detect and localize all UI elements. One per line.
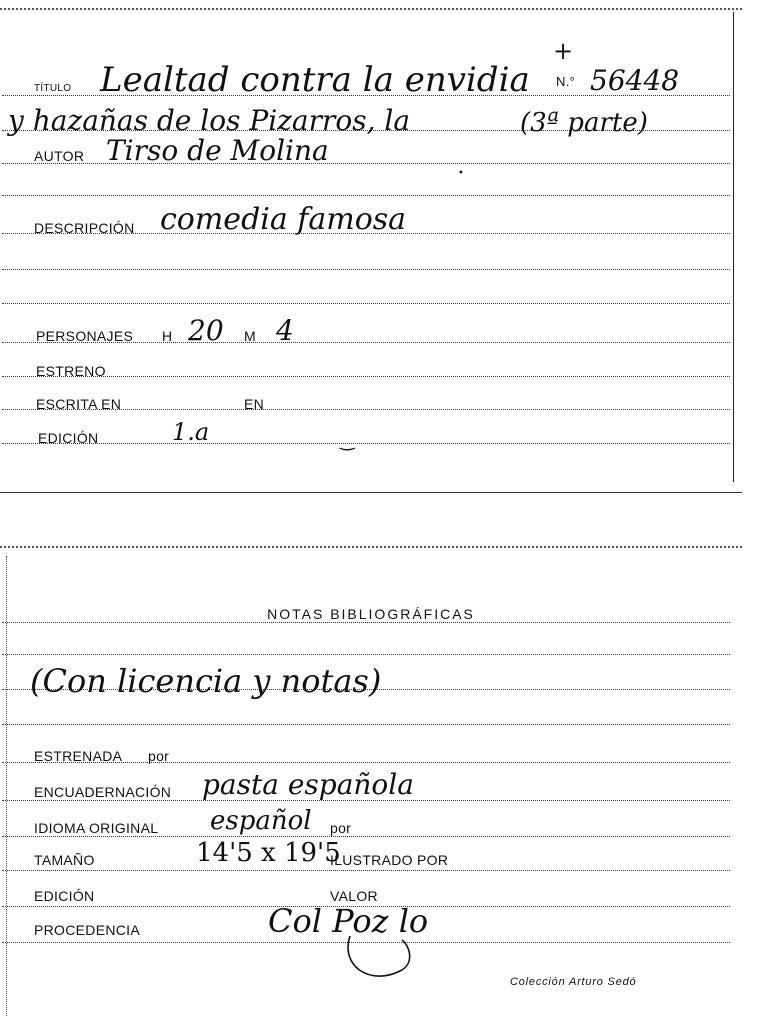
escrita-label: ESCRITA EN bbox=[36, 396, 122, 412]
h-label: H bbox=[162, 328, 173, 344]
rule bbox=[2, 376, 730, 377]
card-divider bbox=[0, 492, 742, 493]
coleccion-credit: Colección Arturo Sedó bbox=[510, 976, 637, 988]
rule bbox=[2, 724, 730, 725]
idioma-por: por bbox=[330, 820, 352, 836]
rule bbox=[2, 303, 730, 304]
rule bbox=[2, 269, 730, 270]
encuadernacion-value: pasta española bbox=[202, 768, 414, 801]
rule bbox=[2, 622, 730, 623]
tamano-value: 14'5 x 19'5 bbox=[196, 838, 341, 868]
estrenada-label: ESTRENADA bbox=[34, 748, 123, 764]
titulo-label: TÍTULO bbox=[34, 83, 72, 94]
encuadernacion-label: ENCUADERNACIÓN bbox=[34, 784, 172, 800]
idioma-label: IDIOMA ORIGINAL bbox=[34, 820, 159, 836]
rule bbox=[2, 443, 730, 444]
procedencia-value: Col Poz lo bbox=[268, 902, 429, 940]
card-left-edge bbox=[6, 556, 7, 1016]
edicion-value: 1.a bbox=[172, 418, 210, 446]
autor-value: Tirso de Molina bbox=[106, 134, 329, 167]
personajes-label: PERSONAJES bbox=[36, 328, 134, 344]
card-top-edge bbox=[0, 546, 742, 548]
idioma-value: español bbox=[210, 806, 312, 836]
edicion-label: EDICIÓN bbox=[38, 430, 99, 446]
autor-label: AUTOR bbox=[34, 148, 85, 164]
procedencia-label: PROCEDENCIA bbox=[34, 922, 140, 938]
card-right-edge bbox=[733, 12, 734, 482]
rule bbox=[2, 195, 730, 196]
ink-stroke: ‿ bbox=[340, 430, 355, 451]
catalog-card-notes bbox=[0, 546, 742, 1016]
notas-value: (Con licencia y notas) bbox=[30, 662, 382, 700]
descripcion-value: comedia famosa bbox=[160, 202, 407, 237]
h-value: 20 bbox=[188, 314, 224, 347]
catalog-card-main bbox=[0, 8, 742, 482]
rule bbox=[2, 836, 730, 837]
ilustrado-label: ILUSTRADO POR bbox=[330, 852, 449, 868]
handwritten-loop bbox=[340, 926, 420, 986]
ink-dot: • bbox=[458, 168, 464, 179]
estrenada-por: por bbox=[148, 748, 170, 764]
parte-value: (3ª parte) bbox=[520, 108, 648, 138]
en-label: EN bbox=[244, 396, 265, 412]
valor-label: VALOR bbox=[330, 888, 378, 904]
plus-mark: + bbox=[553, 37, 574, 65]
titulo-value: Lealtad contra la envidia bbox=[100, 60, 530, 100]
card-top-edge bbox=[0, 8, 742, 10]
numero-value: 56448 bbox=[590, 64, 680, 97]
m-value: 4 bbox=[276, 314, 294, 347]
rule bbox=[2, 870, 730, 871]
notas-header: NOTAS BIBLIOGRÁFICAS bbox=[267, 606, 475, 622]
m-label: M bbox=[244, 328, 256, 344]
rule bbox=[2, 654, 730, 655]
titulo-continuation: y hazañas de los Pizarros, la bbox=[8, 104, 411, 137]
numero-label: N.° bbox=[556, 74, 576, 89]
tamano-label: TAMAÑO bbox=[34, 852, 95, 868]
descripcion-label: DESCRIPCIÓN bbox=[34, 220, 135, 236]
estreno-label: ESTRENO bbox=[36, 363, 106, 379]
edicion-label: EDICIÓN bbox=[34, 888, 95, 904]
